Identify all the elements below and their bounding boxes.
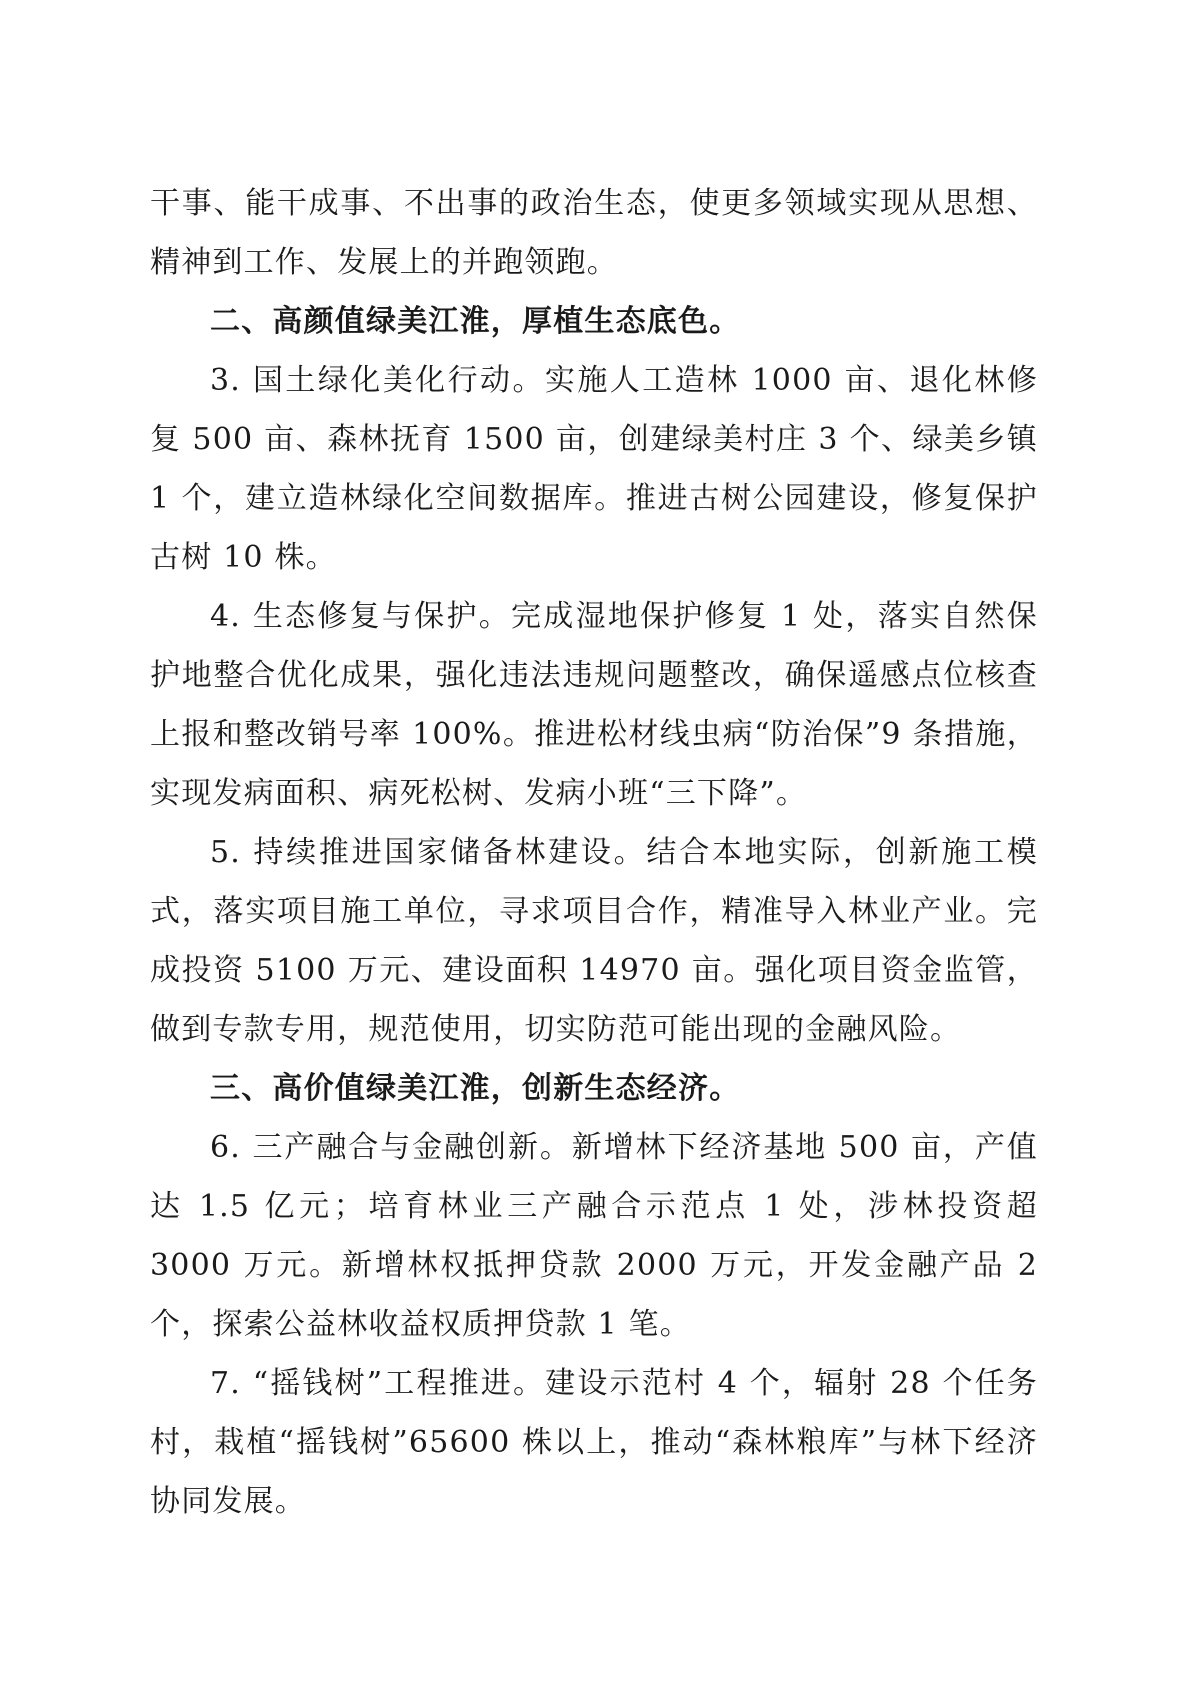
paragraph-continuation: 干事、能干成事、不出事的政治生态，使更多领域实现从思想、精神到工作、发展上的并跑领跑。 — [150, 186, 1038, 280]
paragraph-item-3: 3. 国土绿化美化行动。实施人工造林 1000 亩、退化林修复 500 亩、森林抚育 1500 亩，创建绿美村庄 3 个、绿美乡镇 1 个，建立造林绿化空间数据库。推进古树公园建设，修复保护古树 10 株。 — [150, 363, 1038, 575]
paragraph-item-4: 4. 生态修复与保护。完成湿地保护修复 1 处，落实自然保护地整合优化成果，强化违法违规问题整改，确保遥感点位核查上报和整改销号率 100%。推进松材线虫病“防治保”9 条措施，实现发病面积、病死松树、发病小班“三下降”。 — [150, 599, 1038, 811]
paragraph-item-5: 5. 持续推进国家储备林建设。结合本地实际，创新施工模式，落实项目施工单位，寻求项目合作，精准导入林业产业。完成投资 5100 万元、建设面积 14970 亩。强化项目资金监管，做到专款专用，规范使用，切实防范可能出现的金融风险。 — [150, 835, 1038, 1047]
section-heading-2: 二、高颜值绿美江淮，厚植生态底色。 — [210, 304, 741, 339]
document-body — [150, 174, 1038, 1531]
section-heading-3: 三、高价值绿美江淮，创新生态经济。 — [210, 1071, 741, 1106]
paragraph-item-6: 6. 三产融合与金融创新。新增林下经济基地 500 亩，产值达 1.5 亿元；培育林业三产融合示范点 1 处，涉林投资超 3000 万元。新增林权抵押贷款 2000 万元，开发金融产品 2 个，探索公益林收益权质押贷款 1 笔。 — [150, 1130, 1038, 1342]
paragraph-item-7: 7. “摇钱树”工程推进。建设示范村 4 个，辐射 28 个任务村，栽植“摇钱树”65600 株以上，推动“森林粮库”与林下经济协同发展。 — [150, 1366, 1038, 1519]
